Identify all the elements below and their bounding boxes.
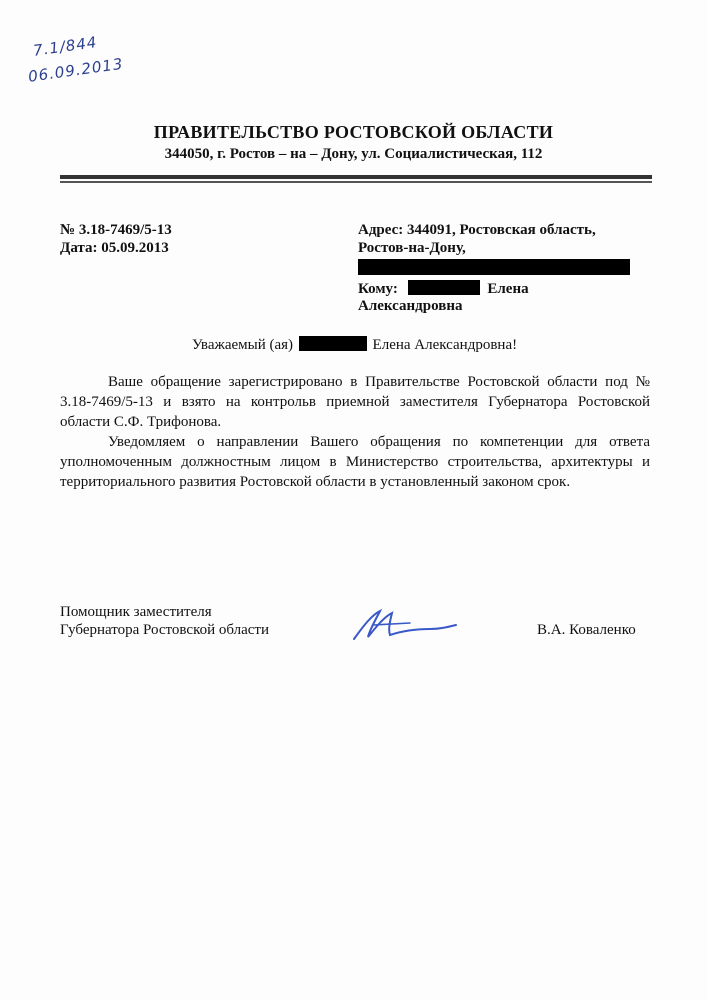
redacted-greeting-surname — [299, 336, 367, 351]
header-divider-thin — [60, 181, 652, 183]
signatory-position-line2: Губернатора Ростовской области — [60, 622, 270, 638]
document-number: № 3.18-7469/5-13 — [60, 222, 172, 238]
handwritten-registration-date: 06.09.2013 — [27, 54, 125, 86]
recipient-first-name: Елена — [487, 281, 529, 297]
signatory-name: В.А. Коваленко — [537, 622, 636, 638]
document-date: Дата: 05.09.2013 — [60, 240, 169, 256]
body-paragraph-2: Уведомляем о направлении Вашего обращения по компетенции для ответа уполномоченным должностным лицом в Министерство строительства, архитектуры и территориального развития Ростовской области в установленный законом срок. — [60, 434, 650, 490]
recipient-address-line2: Ростов-на-Дону, — [358, 240, 466, 256]
recipient-patronymic: Александровна — [358, 298, 463, 314]
header-divider-thick — [60, 175, 652, 179]
redacted-street-address — [358, 259, 630, 275]
organization-title: ПРАВИТЕЛЬСТВО РОСТОВСКОЙ ОБЛАСТИ — [153, 122, 554, 142]
greeting-name: Елена Александровна! — [372, 337, 518, 353]
signatory-position-line1: Помощник заместителя — [60, 604, 212, 620]
redacted-surname — [408, 280, 480, 295]
recipient-to-line — [358, 280, 529, 298]
recipient-to-label: Кому: — [358, 281, 398, 297]
body-paragraph-1: Ваше обращение зарегистрировано в Правительстве Ростовской области под № 3.18-7469/5-13 и взято на контрольв приемной заместителя Губернатора Ростовской области С.Ф. Трифонова. — [60, 374, 650, 430]
greeting — [192, 335, 517, 355]
recipient-address-line1: Адрес: 344091, Ростовская область, — [358, 222, 596, 238]
organization-address: 344050, г. Ростов – на – Дону, ул. Социалистическая, 112 — [164, 146, 543, 162]
handwritten-signature — [350, 605, 460, 645]
greeting-prefix: Уважаемый (ая) — [192, 337, 294, 353]
handwritten-registration-number: 7.1/844 — [32, 33, 99, 60]
